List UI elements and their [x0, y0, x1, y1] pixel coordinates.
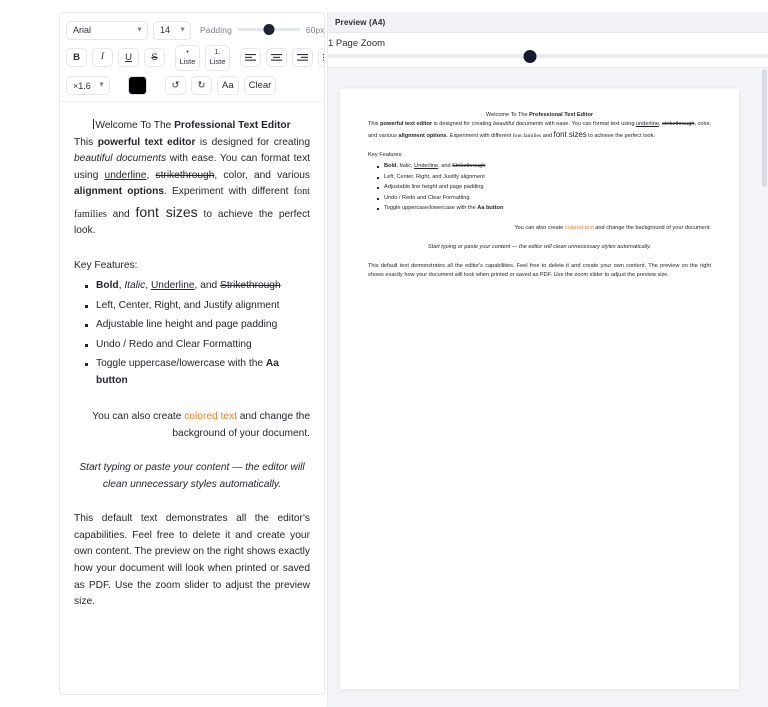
list-item: Undo / Redo and Clear Formatting	[384, 194, 711, 203]
font-size-select[interactable]	[153, 21, 191, 40]
preview-intro-s2: is designed for creating	[432, 120, 494, 127]
block-gap	[74, 504, 310, 511]
intro-s5: , color, and various	[214, 169, 310, 181]
preview-feature-underline: Underline	[414, 163, 439, 170]
preview-feature-strike: Strikethrough	[452, 163, 486, 170]
feature-sep: ,	[118, 280, 125, 292]
preview-zoom-label: 1 Page Zoom	[328, 38, 386, 49]
padding-label: Padding	[200, 24, 232, 35]
preview-feature-bold: Aa button	[477, 205, 504, 212]
list-item	[384, 204, 711, 213]
preview-intro-s4: ,	[659, 120, 663, 127]
feature-strike: Strikethrough	[220, 280, 281, 292]
feature-italic: Italic	[124, 280, 146, 292]
preview-title-bold: Professional Text Editor	[529, 112, 594, 118]
preview-colored-text: colored text	[564, 224, 594, 231]
font-family-select[interactable]	[66, 21, 148, 40]
bullet-list-icon: •	[186, 49, 189, 56]
preview-features-list	[368, 162, 711, 213]
preview-page-a4	[340, 89, 739, 689]
clear-formatting-button[interactable]: Clear	[244, 76, 277, 95]
chevron-down-icon: ▼	[136, 26, 143, 34]
intro-s8: to achieve the perfect look.	[74, 208, 310, 237]
features-list	[74, 278, 310, 389]
preview-zoom-slider[interactable]	[328, 49, 768, 63]
preview-feature-pre: Toggle uppercase/lowercase with the	[384, 205, 478, 212]
align-left-button[interactable]	[240, 48, 261, 67]
intro-s6: . Experiment with different	[164, 186, 294, 198]
preview-zoom-knob[interactable]	[523, 50, 536, 63]
preview-intro-b2: alignment options	[398, 132, 447, 139]
preview-canvas	[328, 69, 768, 707]
preview-title-plain: Welcome To The	[485, 112, 530, 118]
list-item: Left, Center, Right, and Justify alignment	[96, 298, 310, 315]
preview-intro-st1: strikethrough	[662, 120, 695, 127]
intro-b1: powerful text editor	[97, 136, 196, 148]
block-gap	[74, 402, 310, 409]
feature-sep: ,	[145, 280, 151, 292]
preview-feature-sep: , and	[438, 163, 453, 170]
preview-intro-u1: underline	[636, 120, 660, 127]
preview-intro-s1: This	[368, 120, 381, 127]
intro-st1: strikethrough	[155, 169, 215, 181]
align-right-button[interactable]	[292, 48, 313, 67]
preview-feature-bold: Bold	[384, 163, 397, 170]
chevron-down-icon: ▼	[98, 81, 105, 89]
preview-feature-sep: ,	[411, 163, 415, 170]
feature-pre: Toggle uppercase/lowercase with the	[96, 358, 266, 370]
preview-intro-s5: , color, and various	[368, 120, 711, 139]
padding-value: 60px	[305, 24, 325, 35]
preview-intro-paragraph	[368, 120, 711, 141]
colored-paragraph	[74, 409, 310, 442]
preview-document	[340, 89, 739, 308]
align-justify-button[interactable]	[318, 48, 325, 67]
preview-features-heading: Key Features:	[368, 152, 403, 159]
preview-title: Preview (A4)	[335, 17, 386, 27]
intro-i1: beautiful documents	[74, 153, 167, 165]
redo-button[interactable]: ↻	[191, 76, 212, 95]
preview-intro-big1: font sizes	[553, 129, 587, 139]
numbered-list-button[interactable]	[205, 45, 230, 71]
list-item: Left, Center, Right, and Justify alignment	[384, 173, 711, 182]
align-center-icon	[271, 53, 282, 62]
features-heading: Key Features:	[74, 259, 138, 271]
undo-button[interactable]: ↺	[165, 76, 186, 95]
bullet-list-button[interactable]	[175, 45, 200, 71]
line-height-select[interactable]	[66, 76, 110, 95]
list-item: Undo / Redo and Clear Formatting	[96, 337, 310, 354]
preview-intro-serif1: font families	[512, 132, 542, 139]
numbered-list-icon: 1.	[214, 49, 221, 56]
document-title-plain: Welcome To The	[95, 120, 175, 131]
preview-zoom-bar	[328, 33, 768, 68]
font-family-select-wrap	[66, 20, 148, 40]
feature-bold: Bold	[96, 280, 119, 292]
preview-document-title	[368, 111, 711, 120]
document-title	[74, 118, 310, 135]
intro-u1: underline	[104, 169, 147, 181]
formatting-toolbar	[60, 13, 324, 102]
font-size-select-wrap	[153, 20, 191, 40]
strikethrough-button[interactable]: S	[144, 48, 165, 67]
list-item	[96, 356, 310, 389]
preview-closing-paragraph: This default text demonstrates all the editor's capabilities. Feel free to delete it and create your own content. The preview on the right shows exactly how your document will look when printed or saved as PDF. Use the zoom slider to adjust the preview size.	[368, 262, 711, 278]
block-gap	[74, 453, 310, 460]
bullet-list-label: Liste	[179, 57, 196, 66]
preview-pane	[327, 12, 768, 707]
editor-pane	[59, 12, 325, 695]
feature-underline: Underline	[150, 280, 195, 292]
chevron-down-icon: ▼	[179, 26, 186, 34]
intro-s2: is designed for creating	[195, 136, 310, 148]
preview-italic-paragraph	[368, 243, 711, 252]
feature-sep: , and	[194, 280, 221, 292]
italic-paragraph	[74, 460, 310, 493]
italic-paragraph-text: Start typing or paste your content — the editor will clean unnecessary styles automatically.	[79, 462, 305, 490]
closing-paragraph: This default text demonstrates all the editor's capabilities. Feel free to delete it and create your own content. The preview on the right shows exactly how your document will look when printed or saved as PDF. Use the zoom slider to adjust the preview size.	[74, 513, 310, 608]
preview-intro-i1: beautiful documents	[493, 120, 544, 127]
preview-feature-italic: Italic	[399, 163, 412, 170]
align-justify-icon	[323, 53, 325, 62]
document-title-bold: Professional Text Editor	[174, 120, 291, 131]
feature-bold: Aa button	[96, 358, 279, 386]
colored-pre: You can also create	[92, 411, 185, 423]
preview-scrollbar[interactable]	[762, 69, 767, 187]
text-color-swatch[interactable]	[128, 76, 147, 95]
intro-s7: and	[106, 208, 136, 220]
preview-header	[328, 12, 768, 33]
colored-post: and change the background of your document.	[172, 411, 310, 439]
list-item	[384, 162, 711, 171]
intro-paragraph	[74, 135, 310, 240]
preview-colored-post: and change the background of your document.	[593, 224, 711, 231]
preview-intro-s3: with ease. You can format text using	[543, 120, 636, 127]
intro-s4: ,	[146, 169, 156, 181]
preview-colored-paragraph	[368, 224, 711, 233]
align-right-icon	[297, 53, 308, 62]
intro-s3: with ease. You can format text using	[74, 153, 310, 181]
intro-serif1: font families	[74, 186, 310, 220]
padding-slider[interactable]	[238, 24, 300, 36]
preview-intro-s6: . Experiment with different	[446, 132, 513, 139]
colored-text: colored text	[184, 411, 237, 423]
list-item: Adjustable line height and page padding	[96, 317, 310, 334]
list-item	[96, 278, 310, 295]
align-left-icon	[245, 53, 256, 62]
line-height-select-wrap	[66, 76, 110, 96]
intro-big1: font sizes	[135, 203, 198, 220]
italic-button[interactable]: I	[92, 48, 113, 67]
align-center-button[interactable]	[266, 48, 287, 67]
underline-button[interactable]: U	[118, 48, 139, 67]
toolbar-row-3	[66, 76, 318, 96]
editor-document[interactable]	[60, 102, 324, 642]
padding-control	[200, 24, 324, 36]
bold-button[interactable]: B	[66, 48, 87, 67]
preview-intro-s8: to achieve the perfect look.	[586, 132, 656, 139]
toolbar-row-2	[66, 45, 318, 71]
block-gap	[74, 251, 310, 258]
preview-zoom-track	[328, 54, 768, 58]
toolbar-row-1	[66, 20, 325, 40]
preview-feature-sep: ,	[396, 163, 400, 170]
list-item: Adjustable line height and page padding	[384, 183, 711, 192]
preview-italic-paragraph-text: Start typing or paste your content — the editor will clean unnecessary styles automatically.	[427, 243, 652, 250]
padding-slider-knob[interactable]	[263, 24, 274, 35]
preview-colored-pre: You can also create	[514, 224, 565, 231]
preview-intro-s7: and	[541, 132, 554, 139]
numbered-list-label: Liste	[209, 57, 226, 66]
intro-s1: This	[74, 136, 98, 148]
intro-b2: alignment options	[74, 186, 165, 198]
preview-intro-b1: powerful text editor	[380, 120, 433, 127]
toggle-case-button[interactable]: Aa	[217, 76, 239, 95]
